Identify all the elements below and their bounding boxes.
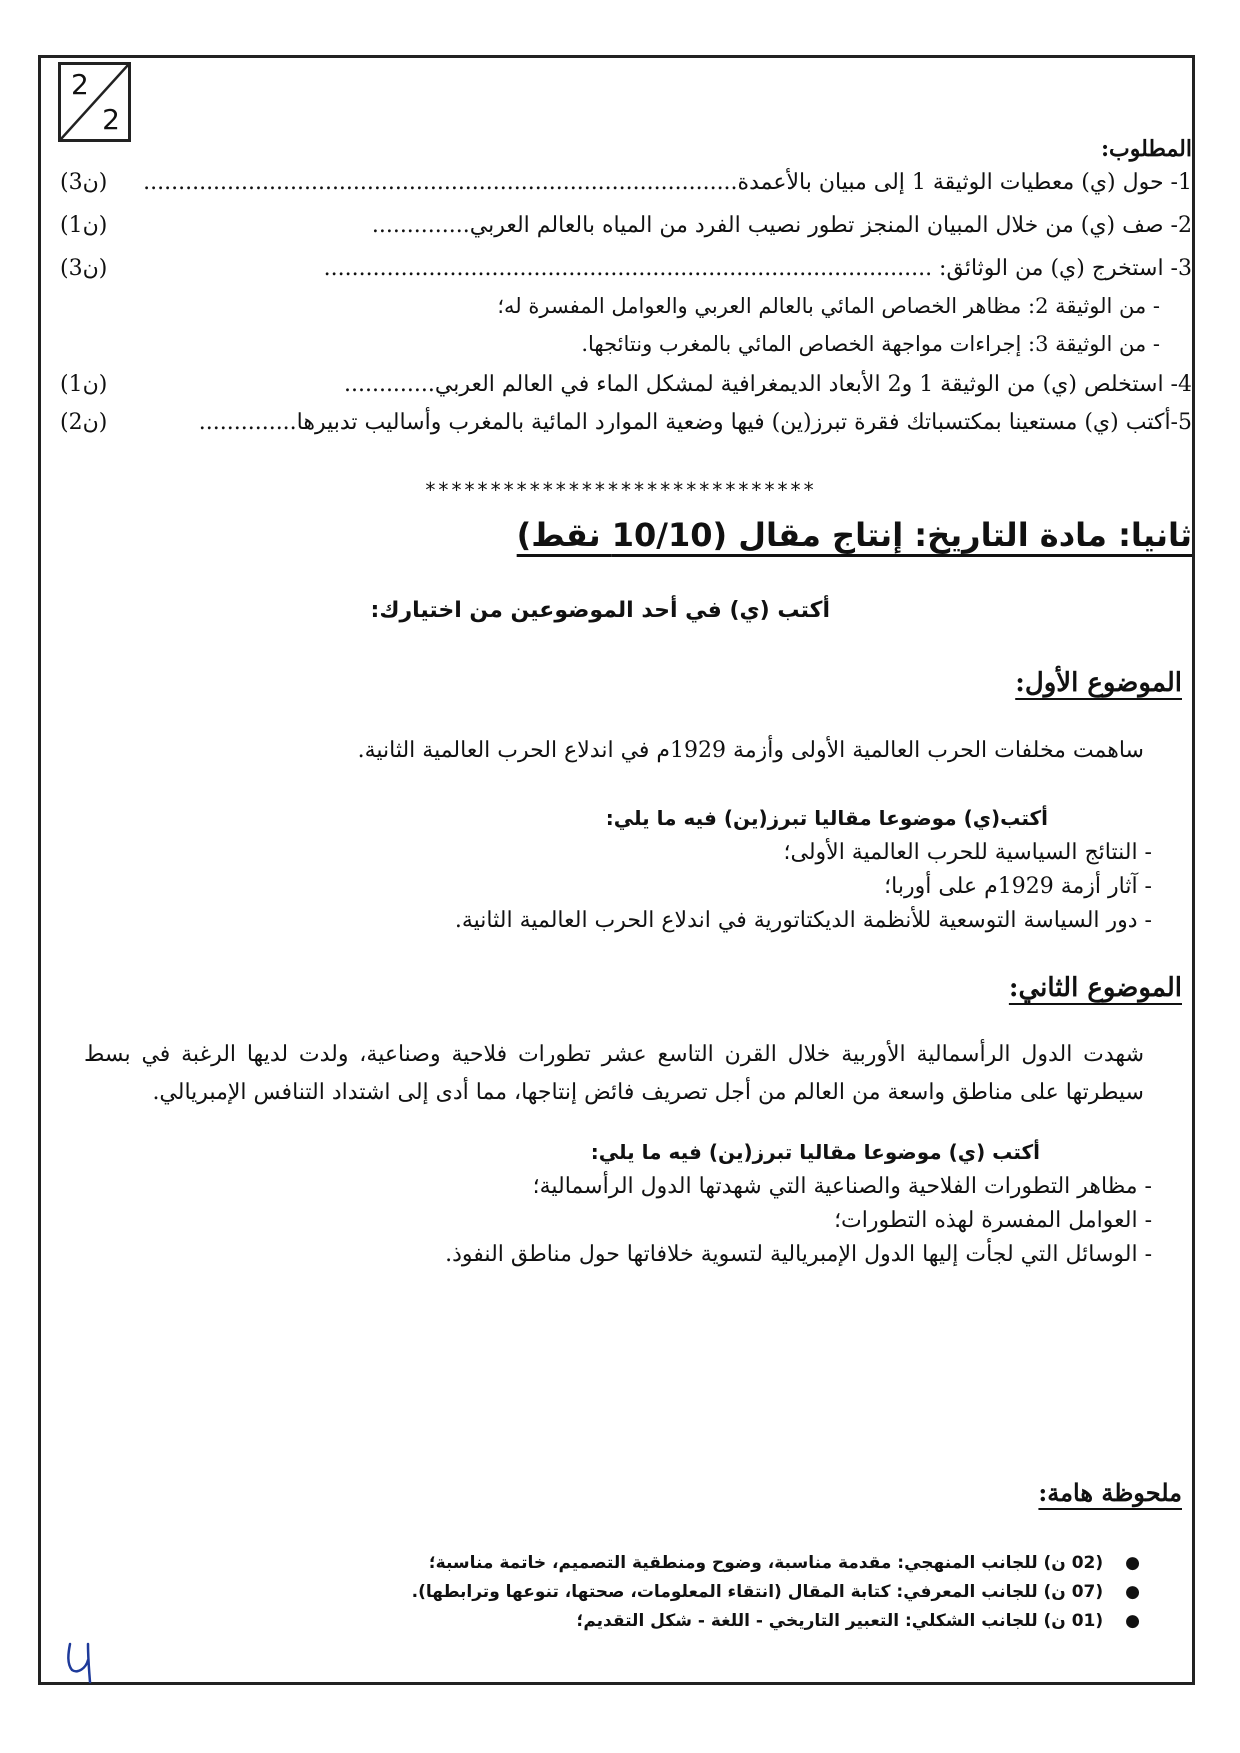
topic-2-item: - الوسائل التي لجأت إليها الدول الإمبريالية لتسوية خلافاتها حول مناطق النفوذ. bbox=[445, 1242, 1152, 1267]
note-title: ملحوظة هامة: bbox=[1038, 1478, 1182, 1507]
topic-1-instruction: أكتب(ي) موضوعا مقاليا تبرز(ين) فيه ما يلي: bbox=[605, 806, 1048, 830]
choose-instruction: أكتب (ي) في أحد الموضوعين من اختيارك: bbox=[370, 598, 830, 623]
topic-1-statement: ساهمت مخلفات الحرب العالمية الأولى وأزمة 1929م في اندلاع الحرب العالمية الثانية. bbox=[357, 738, 1144, 763]
bullet-icon: ● bbox=[1125, 1582, 1140, 1602]
handwritten-page-number bbox=[64, 1640, 98, 1684]
question-text: 4- استخلص (ي) من الوثيقة 1 و2 الأبعاد الديمغرافية لمشكل الماء في العالم العربي............. bbox=[343, 372, 1192, 397]
question-points: (3ن) bbox=[60, 256, 108, 281]
bullet-icon: ● bbox=[1125, 1553, 1140, 1573]
separator: ****************************** bbox=[424, 478, 816, 502]
note-item: ●(01 ن) للجانب الشكلي: التعبير التاريخي - اللغة - شكل التقديم؛ bbox=[576, 1611, 1140, 1631]
question-points: (3ن) bbox=[60, 170, 108, 195]
question-points: (1ن) bbox=[60, 213, 108, 238]
question-1 bbox=[60, 168, 1192, 198]
note-item: ●(07 ن) للجانب المعرفي: كتابة المقال (انتقاء المعلومات، صحتها، تنوعها وترابطها). bbox=[411, 1582, 1140, 1602]
topic-2-instruction: أكتب (ي) موضوعا مقاليا تبرز(ين) فيه ما يلي: bbox=[590, 1140, 1040, 1164]
topic-1-item: - النتائج السياسية للحرب العالمية الأولى؛ bbox=[783, 840, 1152, 865]
note-item: ●(02 ن) للجانب المنهجي: مقدمة مناسبة، وضوح ومنطقية التصميم، خاتمة مناسبة؛ bbox=[428, 1553, 1140, 1573]
question-5 bbox=[60, 408, 1192, 438]
question-text: 5-أكتب (ي) مستعينا بمكتسباتك فقرة تبرز(ين) فيها وضعية الموارد المائية بالمغرب وأساليب تدبيرها.............. bbox=[198, 410, 1192, 435]
question-text: 3- استخرج (ي) من الوثائق: ....................................................................................... bbox=[323, 256, 1192, 281]
question-3-sub-1: - من الوثيقة 2: مظاهر الخصاص المائي بالعالم العربي والعوامل المفسرة له؛ bbox=[497, 294, 1160, 318]
question-3-sub-2: - من الوثيقة 3: إجراءات مواجهة الخصاص المائي بالمغرب ونتائجها. bbox=[581, 332, 1160, 356]
topic-2-item: - مظاهر التطورات الفلاحية والصناعية التي شهدتها الدول الرأسمالية؛ bbox=[532, 1174, 1152, 1199]
question-text: 1- حول (ي) معطيات الوثيقة 1 إلى مبيان بالأعمدة..................................................................................... bbox=[143, 170, 1192, 195]
page-number-current: 2 bbox=[71, 68, 89, 101]
history-section-title: ثانيا: مادة التاريخ: إنتاج مقال (10/10 نقط) bbox=[516, 516, 1192, 554]
topic-2-title: الموضوع الثاني: bbox=[1008, 973, 1182, 1003]
question-points: (1ن) bbox=[60, 372, 108, 397]
topic-1-title: الموضوع الأول: bbox=[1015, 668, 1182, 698]
required-title: المطلوب: bbox=[1100, 136, 1192, 162]
question-text: 2- صف (ي) من خلال المبيان المنجز تطور نصيب الفرد من المياه بالعالم العربي.............. bbox=[371, 213, 1192, 238]
question-4 bbox=[60, 370, 1192, 400]
question-points: (2ن) bbox=[60, 410, 108, 435]
topic-1-item: - آثار أزمة 1929م على أوربا؛ bbox=[884, 874, 1152, 899]
question-2 bbox=[60, 211, 1192, 241]
bullet-icon: ● bbox=[1125, 1611, 1140, 1631]
question-3 bbox=[60, 254, 1192, 284]
topic-2-item: - العوامل المفسرة لهذه التطورات؛ bbox=[834, 1208, 1152, 1233]
page-number-box bbox=[58, 62, 131, 142]
topic-2-statement: شهدت الدول الرأسمالية الأوربية خلال القرن التاسع عشر تطورات فلاحية وصناعية، ولدت لديها الرغبة في بسط سيطرتها على مناطق واسعة من العالم من أجل تصريف فائض إنتاجها، مما أدى إلى اشتداد التنافس الإمبريالي. bbox=[84, 1042, 1144, 1105]
page-number-total: 2 bbox=[102, 103, 120, 136]
topic-1-item: - دور السياسة التوسعية للأنظمة الديكتاتورية في اندلاع الحرب العالمية الثانية. bbox=[454, 908, 1152, 933]
